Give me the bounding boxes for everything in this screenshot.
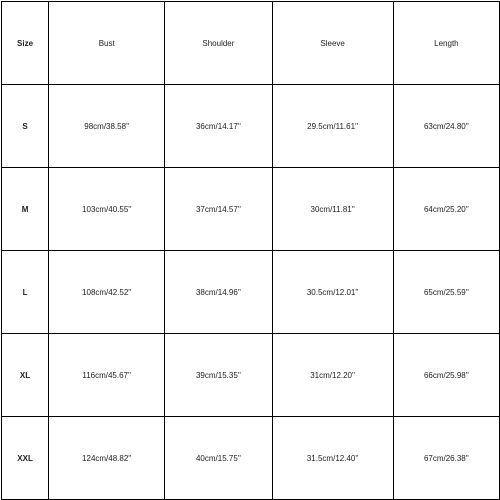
table-header (2, 2, 500, 85)
header-row (2, 2, 500, 85)
table-row (2, 251, 500, 334)
header-shoulder: Shoulder (165, 2, 272, 85)
length-cell: 67cm/26.38'' (393, 417, 499, 500)
header-length: Length (393, 2, 499, 85)
table-row (2, 168, 500, 251)
bust-cell: 103cm/40.55'' (49, 168, 165, 251)
length-cell: 63cm/24.80'' (393, 85, 499, 168)
shoulder-cell: 36cm/14.17'' (165, 85, 272, 168)
shoulder-cell: 38cm/14.96'' (165, 251, 272, 334)
sleeve-cell: 30cm/11.81'' (272, 168, 393, 251)
length-cell: 66cm/25.98'' (393, 334, 499, 417)
table-body (2, 85, 500, 500)
header-bust: Bust (49, 2, 165, 85)
header-sleeve: Sleeve (272, 2, 393, 85)
size-cell: S (2, 85, 49, 168)
shoulder-cell: 40cm/15.75'' (165, 417, 272, 500)
header-size: Size (2, 2, 49, 85)
sleeve-cell: 31cm/12.20'' (272, 334, 393, 417)
shoulder-cell: 39cm/15.35'' (165, 334, 272, 417)
sleeve-cell: 30.5cm/12.01'' (272, 251, 393, 334)
size-chart-table (1, 1, 500, 500)
shoulder-cell: 37cm/14.57'' (165, 168, 272, 251)
size-cell: M (2, 168, 49, 251)
length-cell: 65cm/25.59'' (393, 251, 499, 334)
length-cell: 64cm/25.20'' (393, 168, 499, 251)
bust-cell: 116cm/45.67'' (49, 334, 165, 417)
table-row (2, 417, 500, 500)
size-cell: XL (2, 334, 49, 417)
bust-cell: 98cm/38.58'' (49, 85, 165, 168)
sleeve-cell: 31.5cm/12.40'' (272, 417, 393, 500)
bust-cell: 124cm/48.82'' (49, 417, 165, 500)
table-row (2, 85, 500, 168)
sleeve-cell: 29.5cm/11.61'' (272, 85, 393, 168)
bust-cell: 108cm/42.52'' (49, 251, 165, 334)
table-row (2, 334, 500, 417)
size-cell: XXL (2, 417, 49, 500)
size-cell: L (2, 251, 49, 334)
